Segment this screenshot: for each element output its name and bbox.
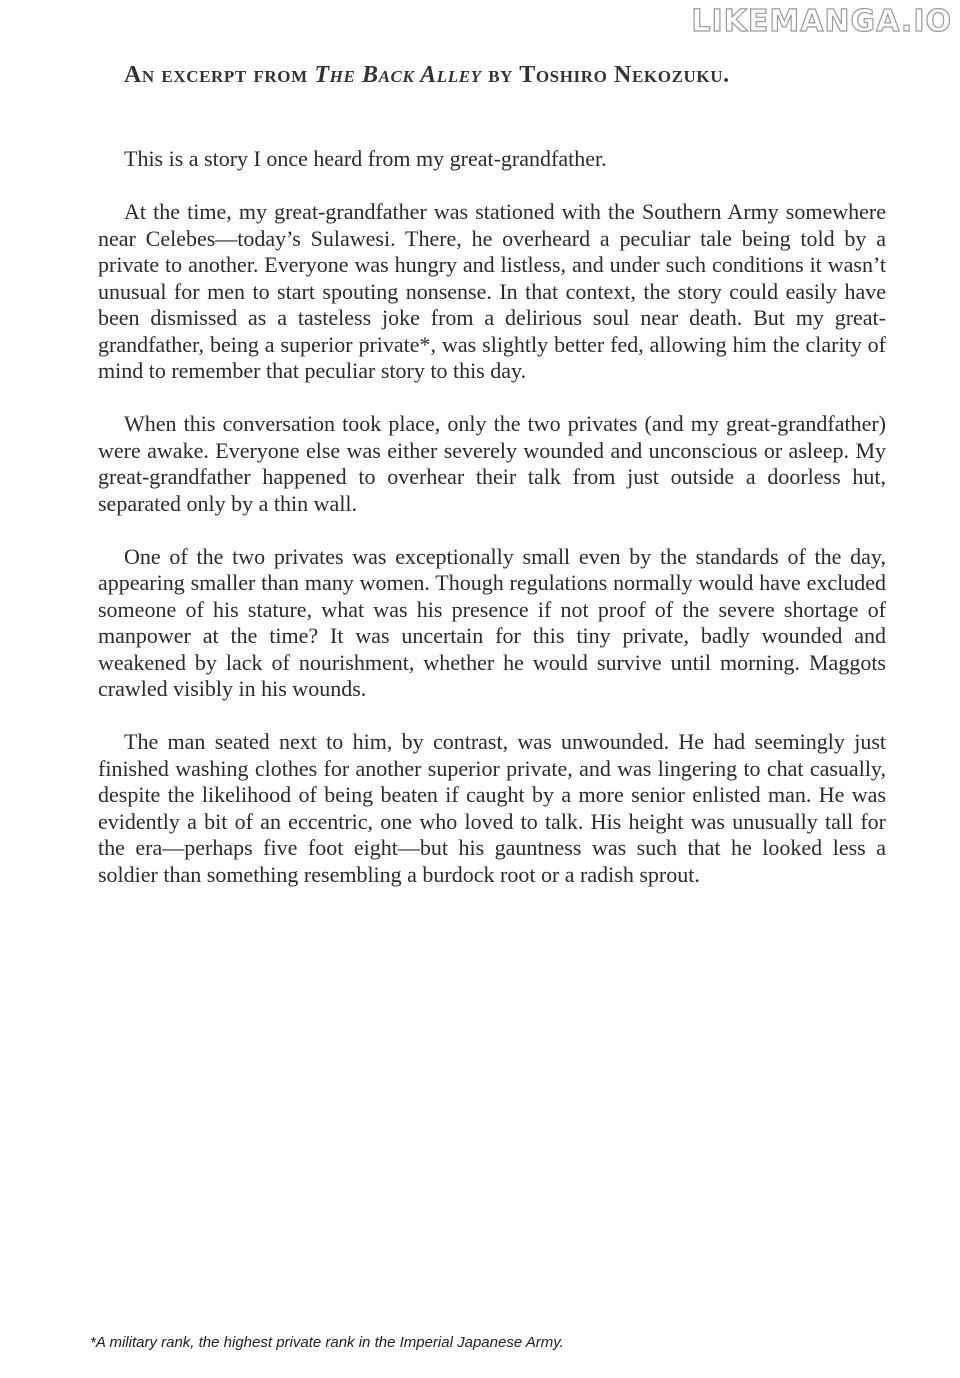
excerpt-body: [98, 146, 886, 915]
paragraph: When this conversation took place, only the two privates (and my great-grandfather) were awake. Everyone else was either severely wounded and unconscious or asleep. My great-grandfather happened to overhear their talk from just outside a doorless hut, separated only by a thin wall.: [98, 411, 886, 516]
heading-prefix: An excerpt from: [124, 62, 315, 88]
paragraph: At the time, my great-grandfather was stationed with the Southern Army somewhere near Celebes—today’s Sulawesi. There, he overheard a peculiar tale being told by a private to another. Everyone was hungry and listless, and under such conditions it wasn’t unusual for men to start spouting nonsense. In that context, the story could easily have been dismissed as a tasteless joke from a delirious soul near death. But my great-grandfather, being a superior private*, was slightly better fed, allowing him the clarity of mind to remember that peculiar story to this day.: [98, 199, 886, 383]
book-title: The Back Alley: [314, 62, 482, 88]
watermark-logo: LIKEMANGA.IO: [691, 4, 952, 39]
excerpt-heading: [124, 62, 884, 89]
footnote: *A military rank, the highest private rank in the Imperial Japanese Army.: [90, 1334, 564, 1351]
paragraph: One of the two privates was exceptionally small even by the standards of the day, appearing smaller than many women. Though regulations normally would have excluded someone of his stature, what was his presence if not proof of the severe shortage of manpower at the time? It was uncertain for this tiny private, badly wounded and weakened by lack of nourishment, whether he would survive until morning. Maggots crawled visibly in his wounds.: [98, 543, 886, 701]
paragraph: The man seated next to him, by contrast, was unwounded. He had seemingly just finished washing clothes for another superior private, and was lingering to chat casually, despite the likelihood of being beaten if caught by a more senior enlisted man. He was evidently a bit of an eccentric, one who loved to talk. His height was unusually tall for the era—perhaps five foot eight—but his gauntness was such that he looked less a soldier than something resembling a burdock root or a radish sprout.: [98, 729, 886, 887]
paragraph: This is a story I once heard from my great-grandfather.: [124, 146, 607, 171]
heading-suffix: by Toshiro Nekozuku.: [481, 62, 730, 88]
